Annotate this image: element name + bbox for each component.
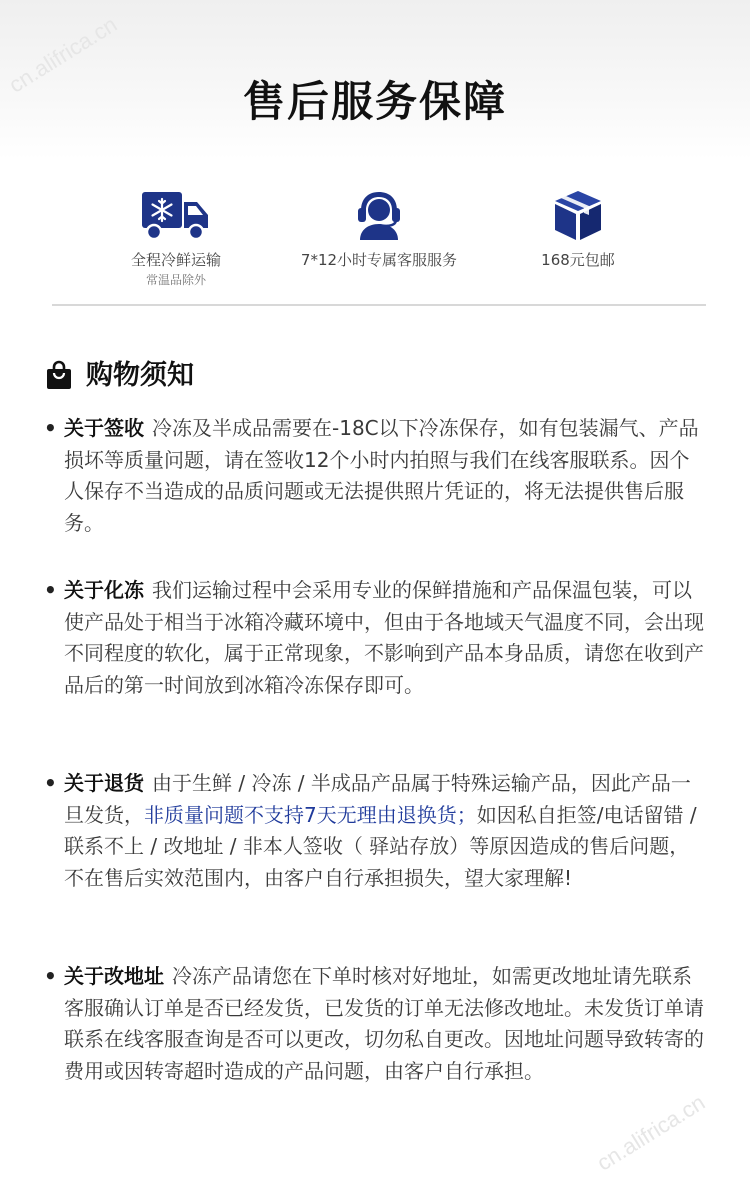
watermark-top-left: cn.alifrica.cn bbox=[4, 11, 122, 98]
customer-service-icon bbox=[279, 188, 479, 242]
cold-chain-truck-icon bbox=[76, 188, 276, 242]
notice-text: 冷冻及半成品需要在-18C以下冷冻保存，如有包装漏气、产品损坏等质量问题，请在签收12个小时内拍照与我们在线客服联系。因个人保存不当造成的品质问题或无法提供照片凭证的，将无法提供售后服务。 bbox=[64, 416, 699, 535]
feature-customer-service bbox=[279, 188, 479, 270]
feature-free-shipping bbox=[478, 188, 678, 270]
page-title: 售后服务保障 bbox=[242, 77, 507, 126]
notice-thawing bbox=[44, 575, 708, 701]
shopping-bag-icon bbox=[46, 360, 72, 394]
notice-returns bbox=[44, 768, 708, 894]
feature-label: 7*12小时专属客服服务 bbox=[300, 251, 458, 269]
bullet: • bbox=[44, 964, 57, 988]
watermark-bottom-right: cn.alifrica.cn bbox=[592, 1089, 710, 1176]
section-title: 购物须知 bbox=[86, 360, 194, 391]
bullet: • bbox=[44, 771, 57, 795]
notice-change-address bbox=[44, 961, 708, 1087]
notice-text: 冷冻产品请您在下单时核对好地址，如需更改地址请先联系客服确认订单是否已经发货，已发货的订单无法修改地址。未发货订单请联系在线客服查询是否可以更改，切勿私自更改。因地址问题导致转寄的费用或因转寄超时造成的产品问题，由客户自行承担。 bbox=[64, 964, 704, 1083]
section-divider bbox=[52, 304, 706, 306]
notice-text: 我们运输过程中会采用专业的保鲜措施和产品保温包装，可以使产品处于相当于冰箱冷藏环境中，但由于各地域天气温度不同，会出现不同程度的软化，属于正常现象，不影响到产品本身品质，请您在收到产品后的第一时间放到冰箱冷冻保存即可。 bbox=[64, 578, 704, 697]
notice-highlight: 非质量问题不支持7天无理由退换货； bbox=[144, 802, 477, 827]
notice-text: 如因私自拒签/电话留错 / 联系不上 / 改地址 / 非本人签收（ 驿站存放）等原因造成的售后问题，不在售后实效范围内，由客户自行承担损失，望大家理解! bbox=[64, 802, 697, 890]
notice-key: 关于化冻 bbox=[64, 578, 144, 602]
bullet: • bbox=[44, 578, 57, 602]
notice-text: 由于生鲜 / 冷冻 / 半成品产品属于特殊运输产品，因此产品一旦发货， bbox=[64, 771, 691, 827]
feature-label: 全程冷鲜运输 bbox=[130, 251, 221, 269]
feature-cold-chain bbox=[76, 188, 276, 288]
notice-key: 关于退货 bbox=[64, 771, 144, 795]
notice-key: 关于改地址 bbox=[64, 964, 164, 988]
service-features bbox=[0, 188, 750, 298]
feature-sub-label: 常温品除外 bbox=[145, 273, 206, 287]
feature-label: 168元包邮 bbox=[541, 251, 615, 269]
bullet: • bbox=[44, 416, 57, 440]
notice-sign-receipt bbox=[44, 413, 708, 539]
notice-key: 关于签收 bbox=[64, 416, 144, 440]
package-box-icon bbox=[478, 188, 678, 242]
